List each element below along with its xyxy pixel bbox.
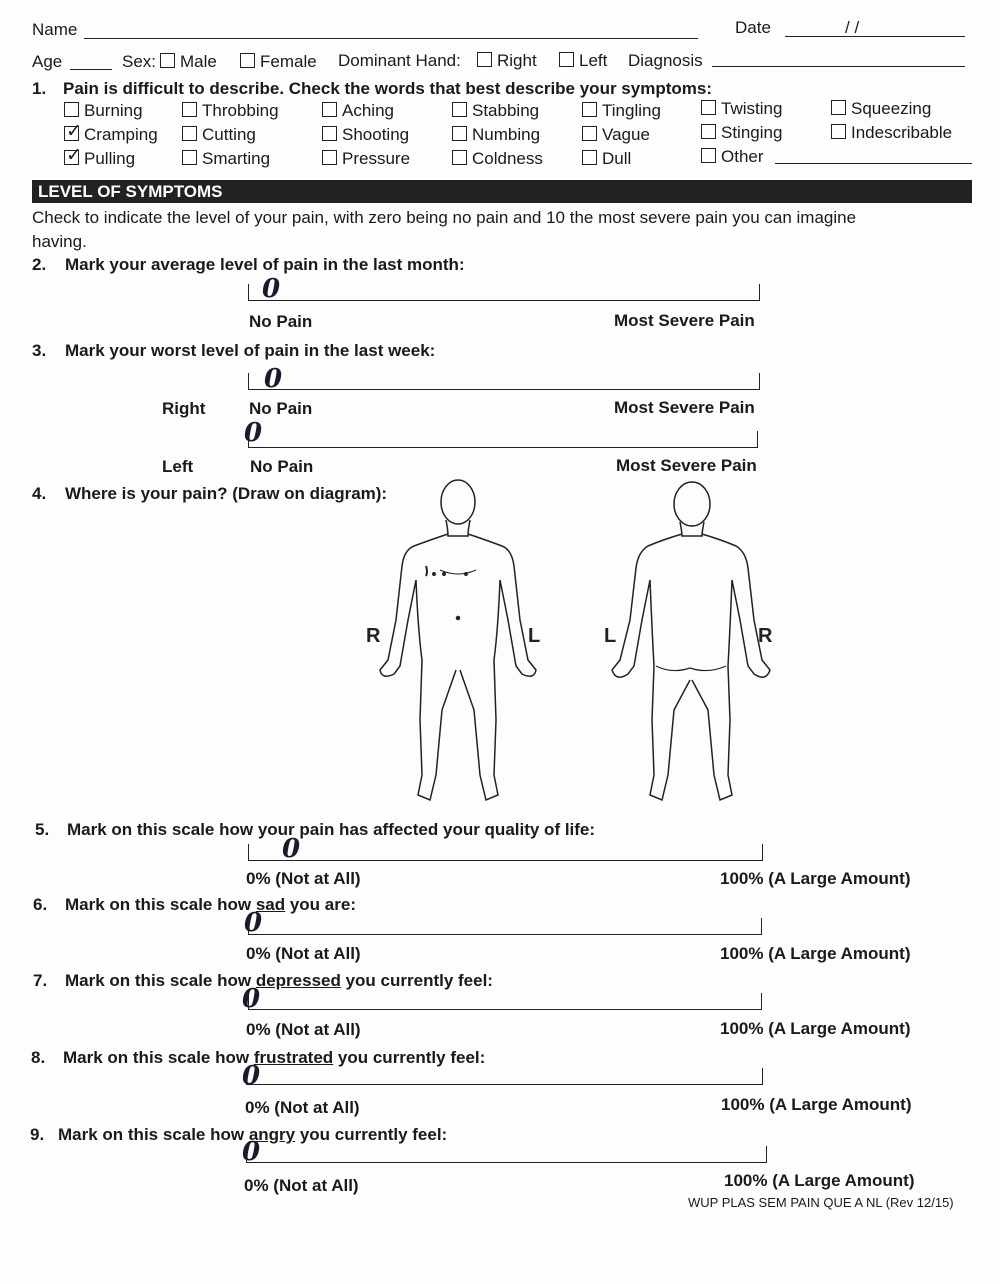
q1-option-throbbing[interactable] [182, 101, 279, 121]
q1-option-other[interactable] [701, 147, 764, 167]
q3-right-label: Right [162, 399, 206, 418]
q1-option-label: Vague [602, 125, 650, 144]
q2-scale[interactable] [248, 284, 760, 301]
checkbox-throbbing[interactable] [182, 102, 197, 117]
front-l-label: L [528, 625, 541, 647]
q7-high-label: 100% (A Large Amount) [720, 1019, 911, 1038]
checkbox-squeezing[interactable] [831, 100, 846, 115]
q5-high-label: 100% (A Large Amount) [720, 869, 911, 888]
q1-option-tingling[interactable] [582, 101, 661, 121]
q1-option-indescribable[interactable] [831, 123, 952, 143]
q3-right-mark: 0 [264, 364, 283, 394]
q1-option-numbing[interactable] [452, 125, 540, 145]
q1-option-label: Tingling [602, 101, 661, 120]
q3-left-scale[interactable] [248, 431, 758, 448]
hand-left-option[interactable]: Left [559, 51, 607, 71]
checkbox-indescribable[interactable] [831, 124, 846, 139]
q1-option-dull[interactable] [582, 149, 631, 169]
q1-text: Pain is difficult to describe. Check the words that best describe your symptoms: [63, 79, 712, 98]
sex-female-option[interactable]: Female [240, 52, 317, 72]
q3-right-high-label: Most Severe Pain [614, 398, 755, 417]
q1-option-label: Smarting [202, 149, 271, 168]
q3-text: Mark your worst level of pain in the last week: [65, 341, 436, 360]
q5-scale[interactable] [248, 844, 763, 861]
check-mark-icon: ✓ [66, 144, 82, 166]
q2-text: Mark your average level of pain in the last month: [65, 255, 465, 274]
date-field[interactable] [785, 36, 965, 37]
q1-option-label: Stabbing [472, 101, 540, 120]
q8-number: 8. [31, 1048, 46, 1067]
q7-scale[interactable] [248, 993, 762, 1010]
q6-mark: 0 [244, 908, 263, 938]
q1-option-label: Stinging [721, 123, 783, 142]
q1-option-coldness[interactable] [452, 149, 543, 169]
q1-option-label: Cramping [84, 125, 158, 144]
q2-high-label: Most Severe Pain [614, 311, 755, 330]
checkbox-numbing[interactable] [452, 126, 467, 141]
q9-scale[interactable] [246, 1146, 767, 1163]
q1-option-pulling[interactable] [64, 144, 136, 169]
q7-mark: 0 [242, 984, 261, 1014]
checkbox-cramping[interactable] [64, 120, 82, 142]
checkbox-stinging[interactable] [701, 124, 716, 139]
checkbox-vague[interactable] [582, 126, 597, 141]
q3-left-low-label: No Pain [250, 457, 314, 476]
q3-left-high-label: Most Severe Pain [616, 456, 757, 475]
q1-option-cramping[interactable] [64, 120, 158, 145]
q8-text: Mark on this scale how frustrated you currently feel: [63, 1048, 486, 1067]
form-code: WUP PLAS SEM PAIN QUE A NL (Rev 12/15) [688, 1195, 954, 1210]
checkbox-shooting[interactable] [322, 126, 337, 141]
instructions-line-2: having. [32, 232, 87, 251]
q2-number: 2. [32, 255, 47, 274]
q1-option-label: Squeezing [851, 99, 932, 118]
checkbox-burning[interactable] [64, 102, 79, 117]
q1-option-label: Shooting [342, 125, 410, 144]
q1-option-label: Throbbing [202, 101, 279, 120]
body-diagram[interactable] [360, 470, 800, 820]
check-mark-icon: ✓ [66, 120, 82, 142]
checkbox-twisting[interactable] [701, 100, 716, 115]
q1-option-squeezing[interactable] [831, 99, 931, 119]
checkbox-male[interactable] [160, 53, 175, 68]
q1-number: 1. [32, 79, 47, 98]
q6-number: 6. [33, 895, 48, 914]
q7-text: Mark on this scale how depressed you currently feel: [65, 971, 493, 990]
q3-right-scale[interactable] [248, 373, 760, 390]
q9-text: Mark on this scale how angry you currently feel: [58, 1125, 448, 1144]
checkbox-female[interactable] [240, 53, 255, 68]
sex-male-option[interactable]: Male [160, 52, 217, 72]
body-back-figure [612, 482, 770, 800]
q2-mark: 0 [262, 274, 281, 304]
q8-low-label: 0% (Not at All) [245, 1098, 360, 1117]
q1-option-label: Cutting [202, 125, 256, 144]
q8-scale[interactable] [246, 1068, 763, 1085]
q8-mark: 0 [242, 1061, 261, 1091]
checkbox-left-hand[interactable] [559, 52, 574, 67]
q1-option-label: Twisting [721, 99, 783, 118]
diagnosis-field[interactable] [712, 66, 965, 67]
front-r-label: R [366, 625, 381, 647]
date-separators: / / [845, 18, 860, 37]
q2-low-label: No Pain [249, 312, 313, 331]
q9-number: 9. [30, 1125, 45, 1144]
q1-option-label: Coldness [472, 149, 543, 168]
q1-option-vague[interactable] [582, 125, 650, 145]
q1-option-pressure[interactable] [322, 149, 410, 169]
instructions-line-1: Check to indicate the level of your pain, with zero being no pain and 10 the most severe pain you can imagine [32, 208, 857, 227]
checkbox-cutting[interactable] [182, 126, 197, 141]
back-r-label: R [758, 625, 773, 647]
age-field[interactable] [70, 69, 112, 70]
q1-option-twisting[interactable] [701, 99, 782, 119]
q4-text: Where is your pain? (Draw on diagram): [65, 484, 388, 503]
q1-option-label: Aching [342, 101, 394, 120]
other-field[interactable] [775, 163, 972, 164]
section-banner: LEVEL OF SYMPTOMS [32, 180, 972, 203]
q1-option-burning[interactable] [64, 101, 143, 121]
q5-mark: 0 [282, 834, 301, 864]
q9-mark: 0 [242, 1137, 261, 1167]
q5-low-label: 0% (Not at All) [246, 869, 361, 888]
q5-text: Mark on this scale how your pain has affected your quality of life: [67, 820, 596, 839]
body-front-figure [380, 480, 536, 800]
q1-option-smarting[interactable] [182, 149, 270, 169]
q3-left-label: Left [162, 457, 194, 476]
q6-text: Mark on this scale how sad you are: [65, 895, 356, 914]
q1-option-label: Indescribable [851, 123, 953, 142]
q1-option-stabbing[interactable] [452, 101, 539, 121]
q5-number: 5. [35, 820, 50, 839]
date-label: Date [735, 18, 771, 37]
checkbox-aching[interactable] [322, 102, 337, 117]
checkbox-smarting[interactable] [182, 150, 197, 165]
name-field[interactable] [84, 38, 698, 39]
q1-option-label: Other [721, 147, 764, 166]
q1-option-label: Numbing [472, 125, 541, 144]
q6-high-label: 100% (A Large Amount) [720, 944, 911, 963]
checkbox-stabbing[interactable] [452, 102, 467, 117]
q1-option-stinging[interactable] [701, 123, 782, 143]
q9-high-label: 100% (A Large Amount) [724, 1171, 915, 1190]
checkbox-coldness[interactable] [452, 150, 467, 165]
name-label: Name [32, 20, 78, 39]
checkbox-pulling[interactable] [64, 144, 82, 166]
q7-number: 7. [33, 971, 48, 990]
q1-option-shooting[interactable] [322, 125, 409, 145]
q9-low-label: 0% (Not at All) [244, 1176, 359, 1195]
checkbox-dull[interactable] [582, 150, 597, 165]
q6-low-label: 0% (Not at All) [246, 944, 361, 963]
sex-label: Sex: [122, 52, 157, 71]
back-l-label: L [604, 625, 617, 647]
q1-option-label: Burning [84, 101, 143, 120]
q3-number: 3. [32, 341, 47, 360]
q6-scale[interactable] [248, 918, 762, 935]
q1-option-label: Pressure [342, 149, 411, 168]
q1-option-cutting[interactable] [182, 125, 256, 145]
q8-high-label: 100% (A Large Amount) [721, 1095, 912, 1114]
q3-left-mark: 0 [244, 418, 263, 448]
checkbox-other[interactable] [701, 148, 716, 163]
hand-right-option[interactable]: Right [477, 51, 537, 71]
q4-number: 4. [32, 484, 47, 503]
age-label: Age [32, 52, 63, 71]
dominant-hand-label: Dominant Hand: [338, 51, 461, 70]
diagnosis-label: Diagnosis [628, 51, 703, 70]
q1-option-label: Pulling [84, 149, 136, 168]
q7-low-label: 0% (Not at All) [246, 1020, 361, 1039]
q3-right-low-label: No Pain [249, 399, 313, 418]
checkbox-right-hand[interactable] [477, 52, 492, 67]
q1-option-label: Dull [602, 149, 632, 168]
checkbox-pressure[interactable] [322, 150, 337, 165]
q1-option-aching[interactable] [322, 101, 394, 121]
checkbox-tingling[interactable] [582, 102, 597, 117]
